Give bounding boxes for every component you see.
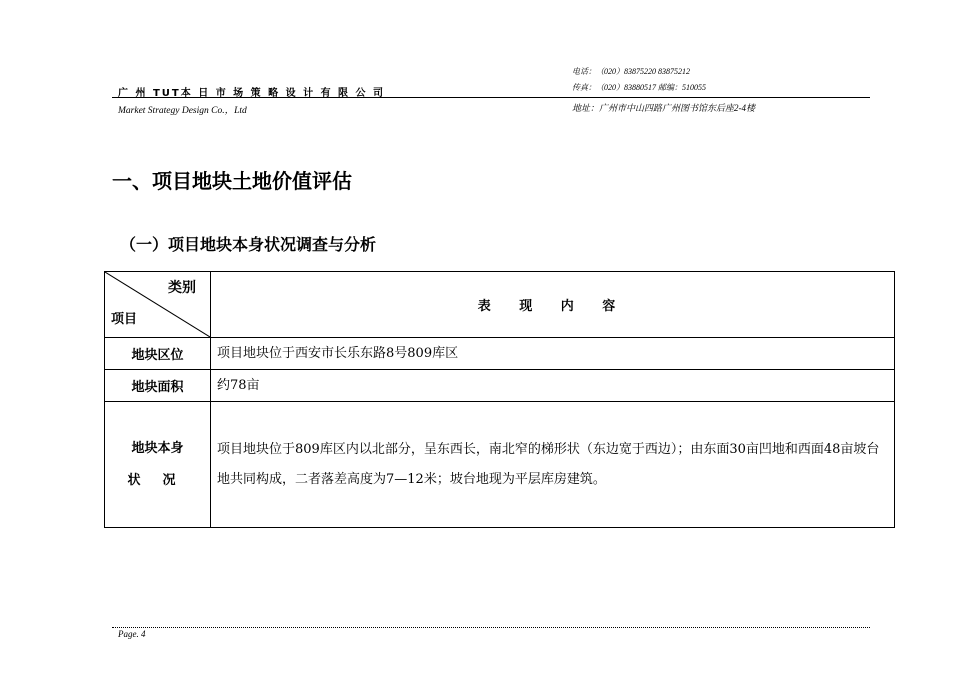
- row-label-status: [105, 402, 211, 528]
- header-rule: [112, 97, 870, 98]
- header-address: 地址：广州市中山四路广州图书馆东后座2-4楼: [572, 103, 755, 113]
- row-label-status-line1: 地块本身: [131, 440, 184, 456]
- table-row: [105, 338, 895, 370]
- header-phone: 电话：（020）83875220 83875212: [572, 67, 690, 76]
- info-table: [104, 271, 895, 528]
- header-company-cn: 广 州 TUT本 日 市 场 策 略 设 计 有 限 公 司: [118, 88, 386, 99]
- row-label-area: 地块面积: [105, 370, 211, 402]
- diagonal-header-cell: [105, 272, 211, 338]
- header-content-label: 表 现 内 容: [211, 272, 895, 338]
- table-row: [105, 370, 895, 402]
- row-text-status: 项目地块位于809库区内以北部分，呈东西长，南北窄的梯形状（东边宽于西边）；由东面30亩凹地和西面48亩坡台地共同构成，二者落差高度为7—12米；坡台地现为平层库房建筑。: [211, 402, 895, 528]
- table-row: [105, 402, 895, 528]
- header-company-en: Market Strategy Design Co.，Ltd: [118, 106, 247, 116]
- table-header-row: [105, 272, 895, 338]
- row-label-status-line2: 状况: [127, 472, 198, 488]
- row-text-location: 项目地块位于西安市长乐东路8号809库区: [211, 338, 895, 370]
- section-title: 一、项目地块土地价值评估: [112, 169, 352, 193]
- row-text-area: 约78亩: [211, 370, 895, 402]
- row-label-location: 地块区位: [105, 338, 211, 370]
- page-number: Page. 4: [118, 629, 146, 639]
- footer-rule: [112, 627, 870, 628]
- header-item-label: 项目: [111, 312, 138, 327]
- header-category-label: 类别: [168, 280, 196, 296]
- header-fax: 传真：（020）83880517 邮编：510055: [572, 83, 706, 92]
- subsection-title: （一）项目地块本身状况调查与分析: [120, 235, 377, 254]
